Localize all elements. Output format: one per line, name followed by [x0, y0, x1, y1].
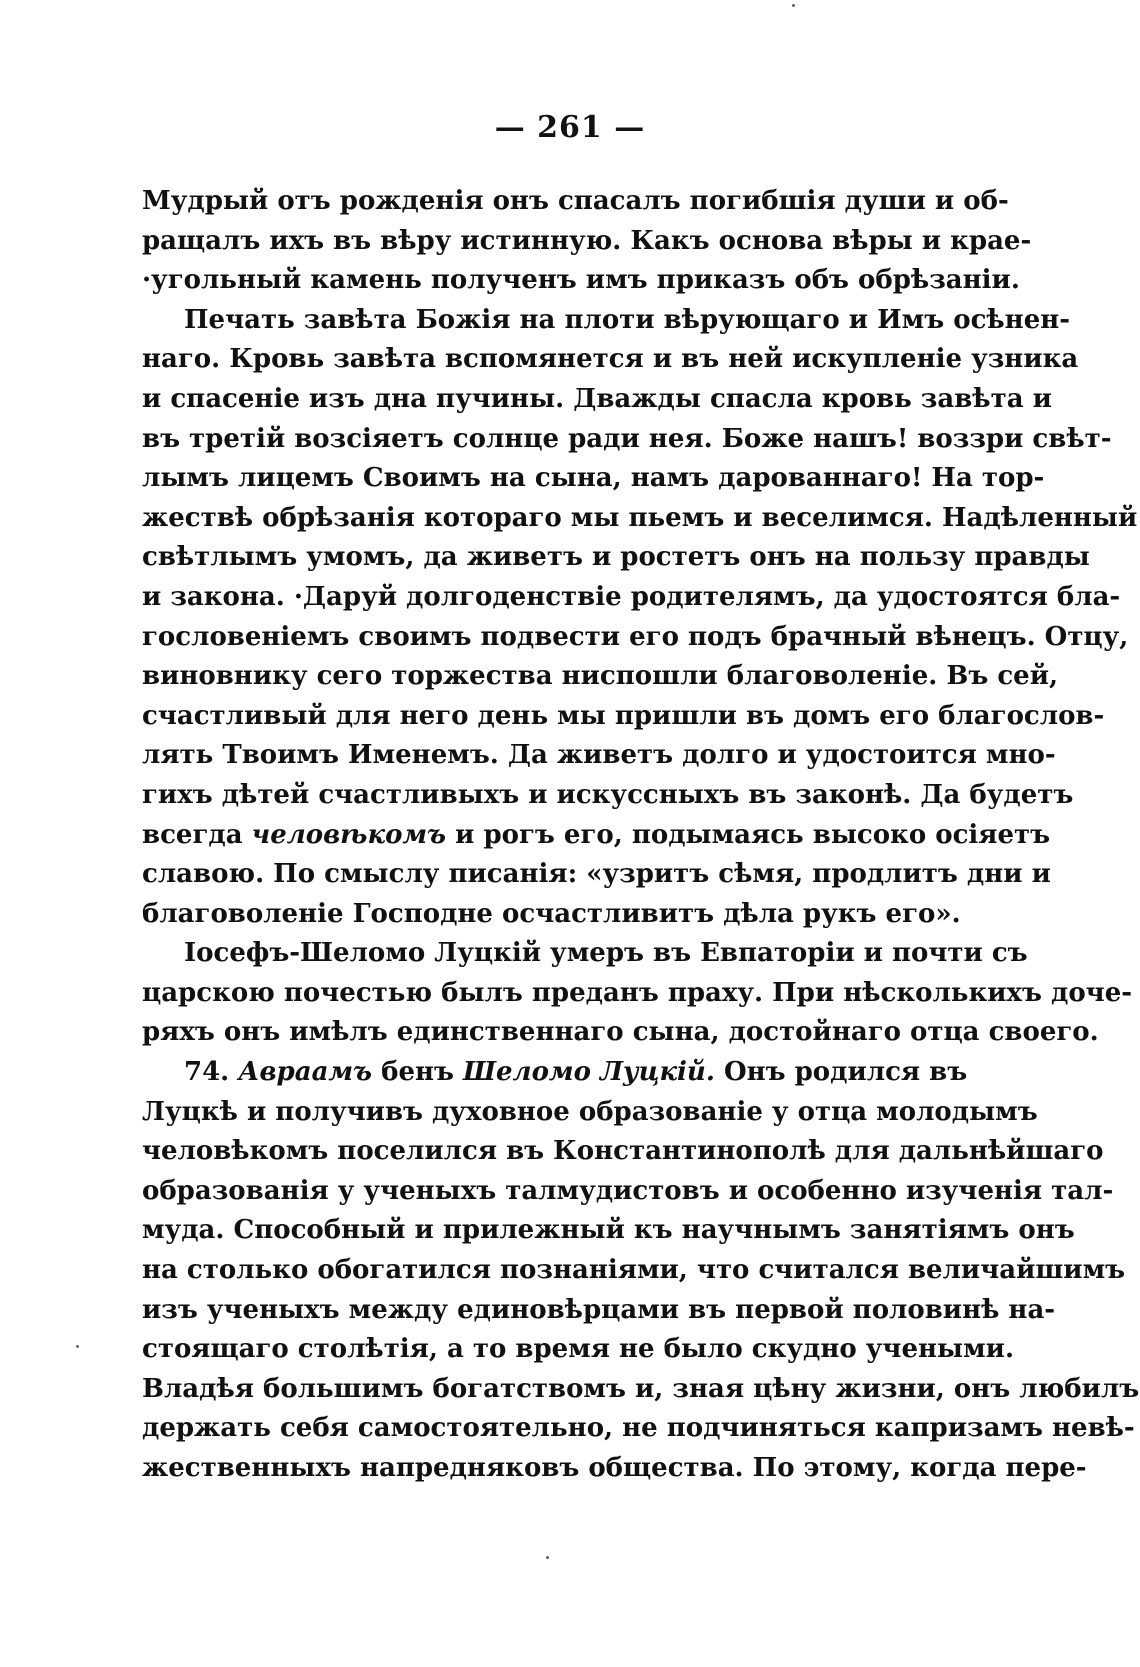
- text-line: жественныхъ напредняковъ общества. По этому, когда пере-: [142, 1453, 1087, 1483]
- paragraph-4: [142, 1053, 1140, 1489]
- text-line: ряхъ онъ имѣлъ единственнаго сына, достойнаго отца своего.: [142, 1017, 1099, 1048]
- text-line: Мудрый отъ рожденія онъ спасалъ погибшія души и об-: [142, 186, 1009, 216]
- text-line-with-italic: [142, 816, 1051, 856]
- text-fragment: и рогъ его, подымаясь высоко осіяетъ: [455, 819, 1051, 850]
- body-text: [142, 182, 1140, 1489]
- text-line: ·угольный камень полученъ имъ приказъ объ обрѣзаніи.: [142, 265, 1020, 296]
- text-line: жествѣ обрѣзанія котораго мы пьемъ и веселимся. Надѣленный: [142, 502, 1138, 533]
- text-line: гихъ дѣтей счастливыхъ и искуссныхъ въ законѣ. Да будетъ: [142, 779, 1074, 810]
- text-line: муда. Способный и прилежный къ научнымъ занятіямъ онъ: [142, 1215, 1075, 1246]
- text-line: Іосефъ-Шеломо Луцкій умеръ въ Евпаторіи и почти съ: [184, 938, 1028, 969]
- entry-number: 74.: [184, 1057, 230, 1088]
- text-line: стоящаго столѣтія, а то время не было скудно учеными.: [142, 1334, 1015, 1365]
- text-line: и закона. ·Даруй долгоденствіе родителямъ, да удостоятся бла-: [142, 581, 1121, 612]
- print-speck: [546, 1556, 549, 1559]
- text-line: лять Твоимъ Именемъ. Да живетъ долго и удостоится мно-: [142, 740, 1056, 771]
- page-number: — 261 —: [494, 110, 646, 145]
- print-speck: [792, 4, 795, 7]
- text-line: гословеніемъ своимъ подвести его подъ брачный вѣнецъ. Отцу,: [142, 621, 1129, 652]
- text-line: лымъ лицемъ Своимъ на сына, намъ дарованнаго! На тор-: [142, 463, 1045, 494]
- text-line: благоволеніе Господне осчастливитъ дѣла рукъ его».: [142, 898, 961, 929]
- entry-name-part: бенъ: [381, 1057, 454, 1088]
- text-line: изъ ученыхъ между единовѣрцами въ первой половинѣ на-: [142, 1294, 1056, 1325]
- text-line: наго. Кровь завѣта вспомянется и въ ней искупленіе узника: [142, 344, 1079, 375]
- italic-word: человѣкомъ: [251, 819, 447, 850]
- paragraph-1: [142, 182, 1032, 301]
- entry-heading-line: [142, 1053, 968, 1093]
- paragraph-2: [142, 301, 1138, 935]
- text-fragment: всегда: [142, 819, 243, 850]
- text-line: славою. По смыслу писанія: «узритъ сѣмя, продлитъ дни и: [142, 859, 1051, 890]
- text-line: царскою почестью былъ преданъ праху. При нѣсколькихъ доче-: [142, 977, 1133, 1008]
- text-line: на столько обогатился познаніями, что считался величайшимъ: [142, 1255, 1126, 1286]
- text-line: Владѣя большимъ богатствомъ и, зная цѣну жизни, онъ любилъ: [142, 1373, 1140, 1404]
- text-line: и спасеніе изъ дна пучины. Дважды спасла кровь завѣта и: [142, 383, 1052, 414]
- entry-name-part: Авраамъ: [238, 1057, 373, 1088]
- text-line: держать себя самостоятельно, не подчиняться капризамъ невѣ-: [142, 1413, 1135, 1444]
- text-line: свѣтлымъ умомъ, да живетъ и ростетъ онъ на пользу правды: [142, 542, 1090, 573]
- text-line: образованія у ученыхъ талмудистовъ и особенно изученія тал-: [142, 1175, 1114, 1206]
- print-speck: [76, 1345, 79, 1348]
- text-line: въ третій возсіяетъ солнце ради нея. Боже нашъ! воззри свѣт-: [142, 423, 1112, 454]
- text-line: Луцкѣ и получивъ духовное образованіе у отца молодымъ: [142, 1096, 1038, 1127]
- text-line: счастливый для него день мы пришли въ домъ его благослов-: [142, 700, 1105, 731]
- entry-name-part: Шеломо Луцкій.: [463, 1057, 715, 1088]
- text-line: ращалъ ихъ въ вѣру истинную. Какъ основа вѣры и крае-: [142, 225, 1032, 256]
- text-line: Печать завѣта Божія на плоти вѣрующаго и Имъ осѣнен-: [184, 304, 1071, 335]
- paragraph-3: [142, 934, 1133, 1053]
- text-fragment: Онъ родился въ: [723, 1057, 968, 1088]
- text-line: виновнику сего торжества ниспошли благоволеніе. Въ сей,: [142, 661, 1059, 692]
- text-line: человѣкомъ поселился въ Константинополѣ для дальнѣйшаго: [142, 1136, 1104, 1167]
